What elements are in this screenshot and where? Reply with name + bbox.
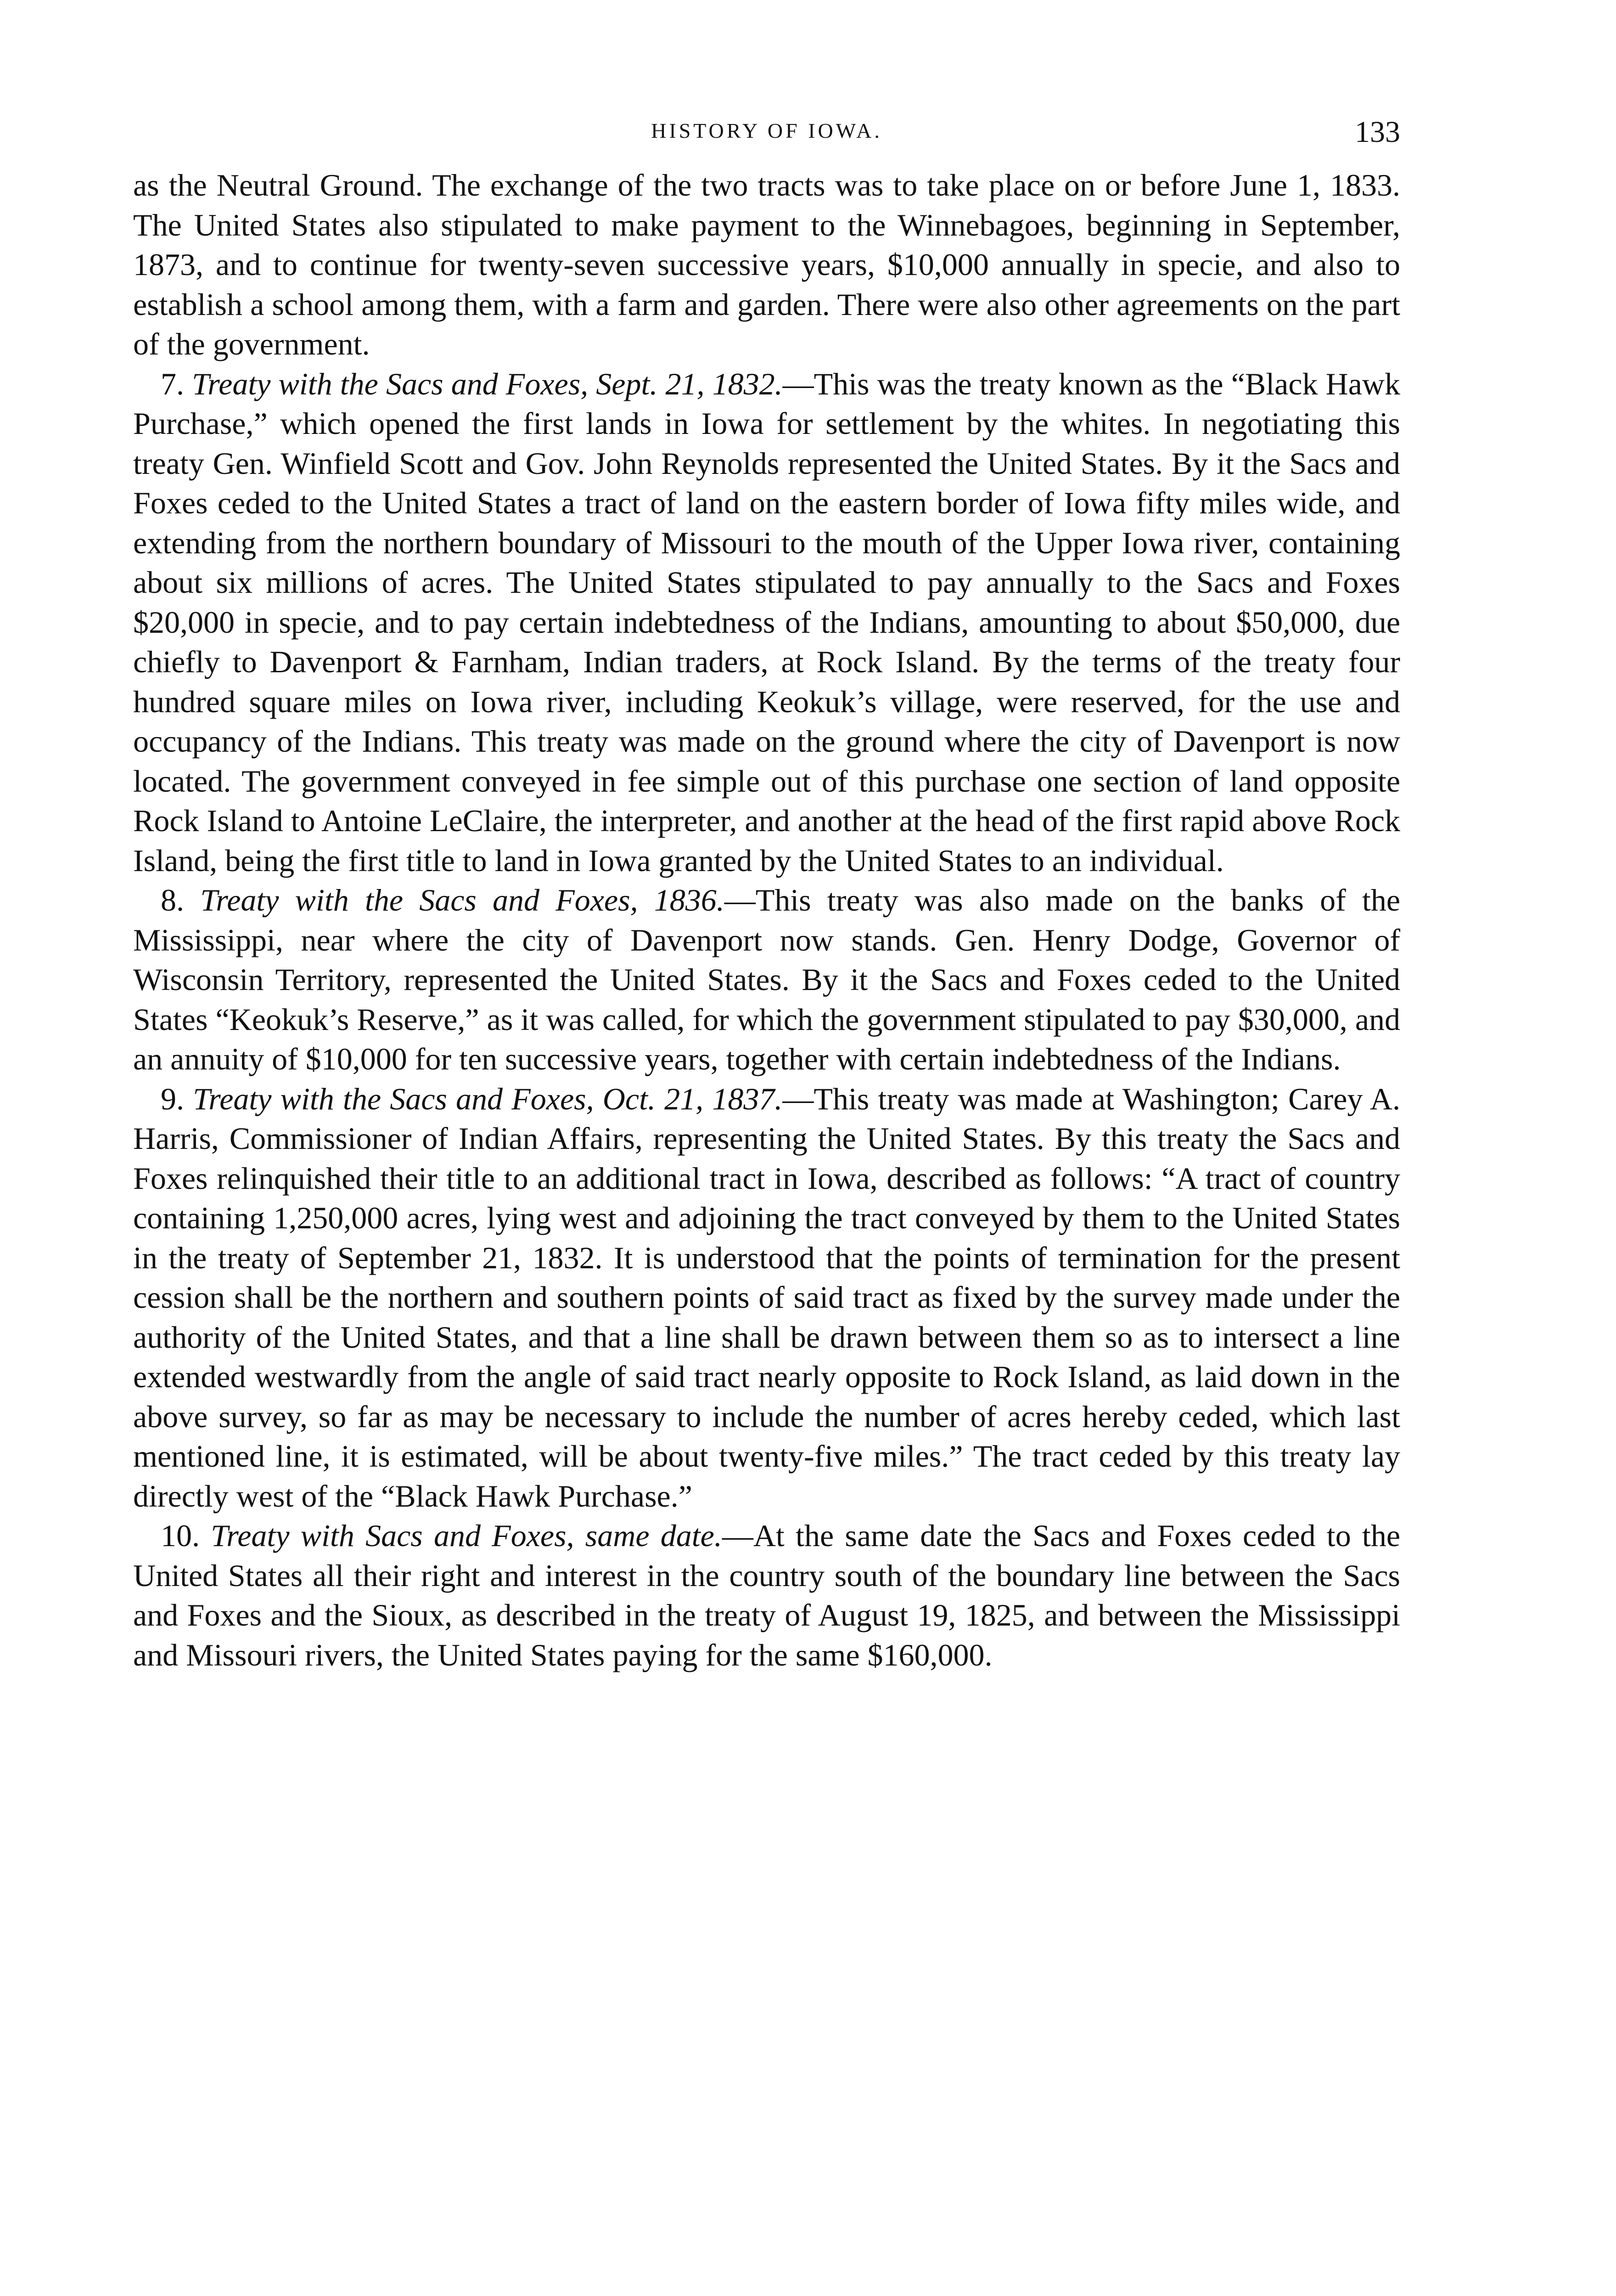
paragraph-text: —This was the treaty known as the “Black Hawk Purchase,” which opened the first lands in Iowa for settlement by the whites. In negotiating this treaty Gen. Winfield Scott and Gov. John Reynolds represented the United States. By it the Sacs and Foxes ceded to the United States a tract of land on the eastern border of Iowa fifty miles wide, and extending from the northern boundary of Missouri to the mouth of the Upper Iowa river, containing about six millions of acres. The United States stipulated to pay annually to the Sacs and Foxes $20,000 in specie, and to pay certain indebtedness of the Indians, amounting to about $50,000, due chiefly to Davenport & Farnham, Indian traders, at Rock Island. By the terms of the treaty four hundred square miles on Iowa river, including Keokuk’s village, were reserved, for the use and occupancy of the Indians. This treaty was made on the ground where the city of Davenport is now located. The government conveyed in fee simple out of this purchase one section of land opposite Rock Island to Antoine LeClaire, the interpreter, and another at the head of the first rapid above Rock Island, being the first title to land in Iowa granted by the United States to an individual. — [133, 366, 1401, 878]
paragraph-treaty-9 — [133, 1079, 1400, 1516]
page-header — [133, 115, 1400, 165]
treaty-title: Treaty with the Sacs and Foxes, Sept. 21, 1832. — [192, 366, 783, 401]
treaty-title: Treaty with the Sacs and Foxes, Oct. 21, 1837. — [193, 1081, 783, 1116]
treaty-number: 9. — [161, 1081, 184, 1116]
paragraph-treaty-8 — [133, 880, 1400, 1079]
paragraph-treaty-7 — [133, 364, 1400, 881]
treaty-number: 7. — [161, 366, 184, 401]
paragraph-text: as the Neutral Ground. The exchange of the two tracts was to take place on or before June 1, 1833. The United States also stipulated to make payment to the Winnebagoes, beginning in September, 1873, and to continue for twenty-seven successive years, $10,000 annually in specie, and also to establish a school among them, with a farm and garden. There were also other agreements on the part of the government. — [133, 168, 1400, 361]
treaty-title: Treaty with Sacs and Foxes, same date. — [211, 1518, 722, 1553]
treaty-number: 10. — [161, 1518, 200, 1553]
paragraph-text: —At the same date the Sacs and Foxes ceded to the United States all their right and interest in the country south of the boundary line between the Sacs and Foxes and the Sioux, as described in the treaty of August 19, 1825, and between the Mississippi and Missouri rivers, the United States paying for the same $160,000. — [133, 1518, 1400, 1672]
treaty-number: 8. — [161, 883, 184, 917]
book-page — [133, 115, 1400, 1675]
running-title: HISTORY OF IOWA. — [651, 119, 882, 142]
body-text — [133, 165, 1400, 1675]
paragraph-treaty-10 — [133, 1516, 1400, 1675]
paragraph-continuation — [133, 165, 1400, 364]
paragraph-text: —This treaty was also made on the banks of the Mississippi, near where the city of Davenport now stands. Gen. Henry Dodge, Governor of Wisconsin Territory, represented the United States. By it the Sacs and Foxes ceded to the United States “Keokuk’s Reserve,” as it was called, for which the government stipulated to pay $30,000, and an annuity of $10,000 for ten successive years, together with certain indebtedness of the Indians. — [133, 883, 1401, 1076]
paragraph-text: —This treaty was made at Washington; Carey A. Harris, Commissioner of Indian Affairs, representing the United States. By this treaty the Sacs and Foxes relinquished their title to an additional tract in Iowa, described as follows: “A tract of country containing 1,250,000 acres, lying west and adjoining the tract conveyed by them to the United States in the treaty of September 21, 1832. It is understood that the points of termination for the present cession shall be the northern and southern points of said tract as fixed by the survey made under the authority of the United States, and that a line shall be drawn between them so as to intersect a line extended westwardly from the angle of said tract nearly opposite to Rock Island, as laid down in the above survey, so far as may be necessary to include the number of acres hereby ceded, which last mentioned line, it is estimated, will be about twenty-five miles.” The tract ceded by this treaty lay directly west of the “Black Hawk Purchase.” — [133, 1081, 1400, 1514]
page-number: 133 — [1355, 115, 1400, 149]
treaty-title: Treaty with the Sacs and Foxes, 1836. — [200, 883, 724, 917]
